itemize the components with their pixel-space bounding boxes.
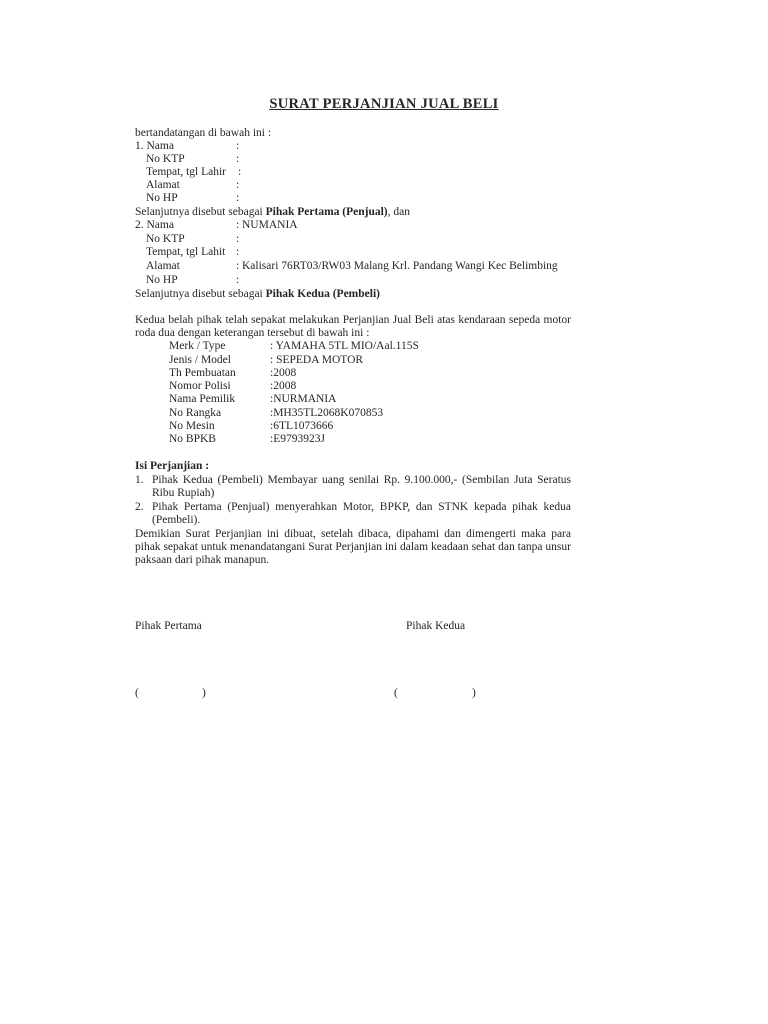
colon: : xyxy=(236,260,240,272)
field-label: No HP xyxy=(146,274,178,286)
vehicle-label: Nama Pemilik xyxy=(169,393,236,405)
signature-first-label: Pihak Pertama xyxy=(135,620,202,632)
term-item xyxy=(135,474,571,500)
colon: : xyxy=(236,179,240,191)
field-label: Alamat xyxy=(146,260,180,272)
signature-second-close-paren: ) xyxy=(472,687,476,699)
vehicle-label: No BPKB xyxy=(169,433,216,445)
colon: : xyxy=(236,274,240,286)
terms-heading: Isi Perjanjian : xyxy=(135,460,210,472)
colon: : xyxy=(236,246,240,258)
field-label: Tempat, tgl Lahir xyxy=(146,166,226,178)
signature-second-label: Pihak Kedua xyxy=(406,620,466,632)
term-number: 2. xyxy=(135,501,144,513)
colon: : xyxy=(236,153,240,165)
party1-name-label: 1. Nama xyxy=(135,140,174,152)
field-label: Tempat, tgl Lahit xyxy=(146,246,226,258)
vehicle-value: :MH35TL2068K070853 xyxy=(270,407,384,419)
party2-role: Selanjutnya disebut sebagai Pihak Kedua (Pembeli) xyxy=(135,288,380,300)
term-item xyxy=(135,501,571,527)
vehicle-label: No Mesin xyxy=(169,420,215,432)
vehicle-value: : SEPEDA MOTOR xyxy=(270,354,364,366)
term-text: Pihak Kedua (Pembeli) Membayar uang senilai Rp. 9.100.000,- (Sembilan Juta Seratus Ribu Rupiah) xyxy=(152,474,571,499)
document-title: SURAT PERJANJIAN JUAL BELI xyxy=(269,96,499,112)
colon: : xyxy=(236,233,240,245)
party2-name-label: 2. Nama xyxy=(135,219,174,231)
field-label: No HP xyxy=(146,192,178,204)
vehicle-label: Th Pembuatan xyxy=(169,367,236,379)
signature-first-open-paren: ( xyxy=(135,687,139,699)
field-label: No KTP xyxy=(146,233,185,245)
field-value: Kalisari 76RT03/RW03 Malang Krl. Pandang Wangi Kec Belimbing xyxy=(242,260,558,272)
colon: : xyxy=(238,166,242,178)
vehicle-value: : YAMAHA 5TL MIO/Aal.115S xyxy=(270,340,419,352)
colon: : xyxy=(236,219,240,231)
party1-role: Selanjutnya disebut sebagai Pihak Pertama (Penjual), dan xyxy=(135,206,410,218)
signature-second-open-paren: ( xyxy=(394,687,398,699)
agreement-intro: Kedua belah pihak telah sepakat melakukan Perjanjian Jual Beli atas kendaraan sepeda motor roda dua dengan keterangan tersebut di bawah ini : xyxy=(135,314,571,339)
vehicle-value: :2008 xyxy=(270,367,297,379)
vehicle-value: :E9793923J xyxy=(270,433,325,445)
vehicle-label: Merk / Type xyxy=(169,340,226,352)
vehicle-label: Jenis / Model xyxy=(169,354,231,366)
vehicle-label: No Rangka xyxy=(169,407,222,419)
colon: : xyxy=(236,192,240,204)
vehicle-value: :2008 xyxy=(270,380,297,392)
signature-first-close-paren: ) xyxy=(202,687,206,699)
field-label: No KTP xyxy=(146,153,185,165)
field-label: Alamat xyxy=(146,179,180,191)
party2-name-value: NUMANIA xyxy=(242,219,298,231)
colon: : xyxy=(236,140,240,152)
term-text: Pihak Pertama (Penjual) menyerahkan Motor, BPKP, dan STNK kepada pihak kedua (Pembeli). xyxy=(152,501,571,526)
term-number: 1. xyxy=(135,474,144,486)
vehicle-value: :NURMANIA xyxy=(270,393,337,405)
intro-text: bertandatangan di bawah ini : xyxy=(135,127,272,139)
vehicle-value: :6TL1073666 xyxy=(270,420,334,432)
closing-paragraph: Demikian Surat Perjanjian ini dibuat, setelah dibaca, dipahami dan dimengerti maka para pihak sepakat untuk menandatangani Surat Perjanjian ini dalam keadaan sehat dan tanpa unsur paksaan dari pihak manapun. xyxy=(135,528,571,566)
vehicle-label: Nomor Polisi xyxy=(169,380,231,392)
